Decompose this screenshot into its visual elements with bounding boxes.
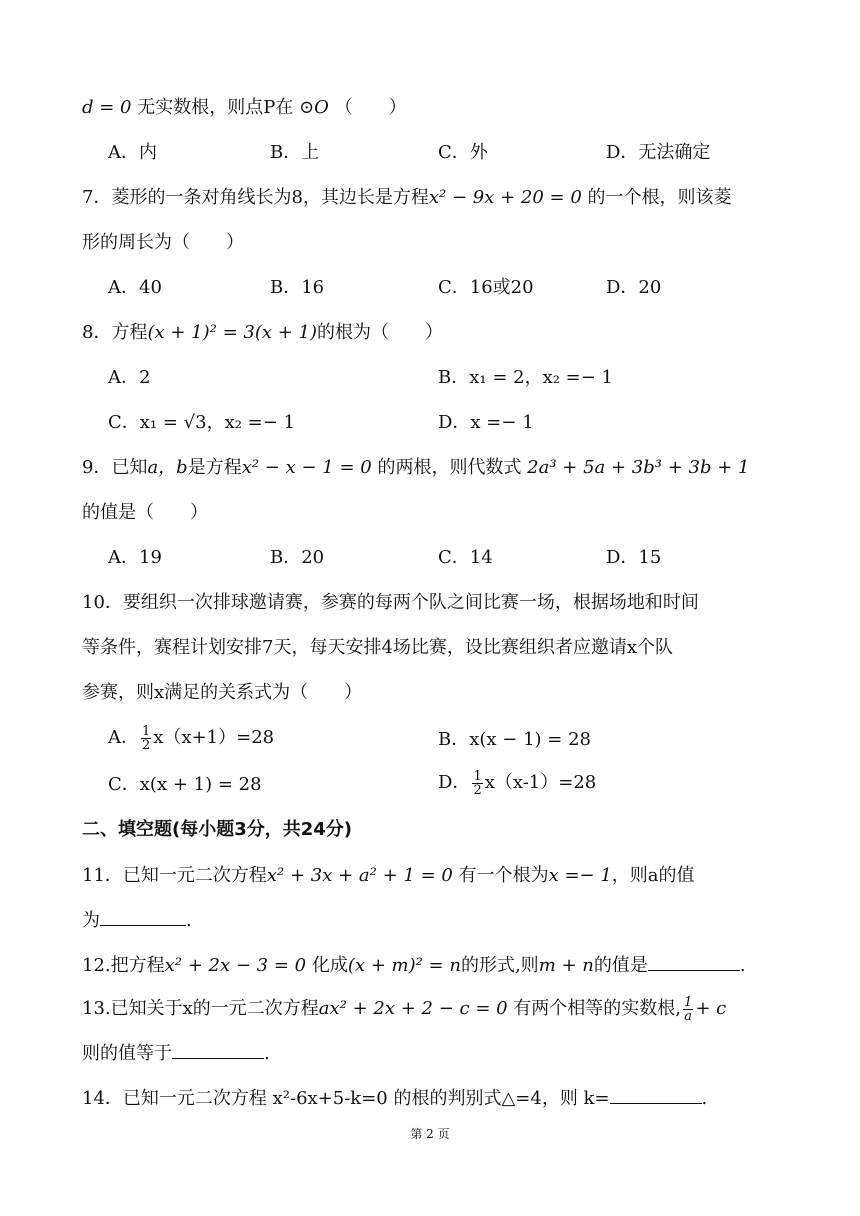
q10-line1: 10．要组织一次排球邀请赛，参赛的每两个队之间比赛一场，根据场地和时间: [82, 592, 699, 613]
q11-answer-blank[interactable]: [100, 907, 186, 926]
q11-line2-post: .: [186, 910, 192, 931]
q9-equation: x² − x − 1 = 0: [241, 457, 372, 478]
q13-line2-post: .: [264, 1043, 270, 1064]
q6-math: d = 0: [82, 97, 132, 118]
q11-root: x =− 1: [548, 865, 612, 886]
q13-line1: [82, 995, 726, 1023]
q10-option-d-denominator: 2: [473, 782, 482, 798]
q9-line1: [82, 454, 749, 482]
q10-option-d: [438, 769, 596, 797]
q14-line: [82, 1085, 707, 1113]
q6-text: 无实数根，则点P在: [131, 97, 300, 118]
q11-line2-pre: 为: [82, 910, 100, 931]
q10-option-c: C．x(x + 1) = 28: [108, 774, 262, 795]
q13-denominator: a: [684, 1008, 693, 1024]
q13-line2-pre: 则的值等于: [82, 1043, 172, 1064]
q10-option-a-label: A．: [108, 727, 139, 748]
q8-option-a: A．2: [108, 367, 151, 388]
q13-line2: [82, 1040, 270, 1068]
q9-vars: a，b: [147, 457, 188, 478]
q7-post: 的一个根，则该菱: [581, 187, 732, 208]
q8-equation: (x + 1)² = 3(x + 1): [147, 322, 317, 343]
q11-pre: 11．已知一元二次方程: [82, 865, 267, 886]
q10-line3: 参赛，则x满足的关系式为（ ）: [82, 682, 363, 703]
q9-option-b: B．20: [270, 547, 325, 568]
q8-post: 的根为（ ）: [317, 322, 443, 343]
q11-post: ，则a的值: [611, 865, 695, 886]
q9-option-c: C．14: [438, 547, 493, 568]
q9-line2: 的值是（ ）: [82, 502, 208, 523]
q11-line1: [82, 862, 695, 890]
q10-option-d-numerator: 1: [473, 768, 482, 784]
q10-option-b: B．x(x − 1) = 28: [438, 729, 591, 750]
section-heading: 二、填空题(每小题3分，共24分): [82, 819, 353, 840]
q10-line2: 等条件，赛程计划安排7天，每天安排4场比赛，设比赛组织者应邀请x个队: [82, 637, 674, 658]
q6-option-b: B．上: [270, 142, 320, 163]
q7-line2: 形的周长为（ ）: [82, 232, 244, 253]
q6-tail-line: [82, 94, 407, 122]
q9-option-a: A．19: [108, 547, 162, 568]
q13-equation: ax² + 2x + 2 − c = 0: [318, 998, 508, 1019]
q12-expression: m + n: [538, 955, 594, 976]
q13-numerator: 1: [684, 994, 693, 1010]
q7-line1: [82, 184, 732, 212]
q9-option-d: D．15: [606, 547, 662, 568]
q6-option-c: C．外: [438, 142, 488, 163]
q7-option-c: C．16或20: [438, 277, 534, 298]
q7-equation: x² − 9x + 20 = 0: [428, 187, 582, 208]
q10-option-a-rest: x（x+1）=28: [153, 727, 275, 748]
q8-line: [82, 319, 443, 347]
q9-post: 的两根，则代数式: [371, 457, 528, 478]
q12-post: 的值是: [593, 955, 648, 976]
q13-mid: 有两个相等的实数根,: [507, 998, 682, 1019]
q7-option-b: B．16: [270, 277, 325, 298]
q13-answer-blank[interactable]: [172, 1040, 264, 1059]
q7-option-d: D．20: [606, 277, 662, 298]
q12-pre: 12.把方程: [82, 955, 165, 976]
q12-mid2: 的形式,则: [460, 955, 539, 976]
q12-mid: 化成: [306, 955, 348, 976]
q7-option-a: A．40: [108, 277, 162, 298]
q11-line2: [82, 907, 192, 935]
q8-option-b: B．x₁ = 2，x₂ =− 1: [438, 367, 613, 388]
q10-option-d-rest: x（x-1）=28: [484, 772, 597, 793]
q9-mid: 是方程: [187, 457, 242, 478]
q14-pre: 14．已知一元二次方程 x²-6x+5-k=0 的根的判别式△=4，则 k=: [82, 1088, 610, 1109]
q8-option-d: D．x =− 1: [438, 412, 534, 433]
q12-equation: x² + 2x − 3 = 0: [164, 955, 307, 976]
q10-option-a: [108, 724, 274, 752]
q9-expression: 2a³ + 5a + 3b³ + 3b + 1: [527, 457, 750, 478]
q8-pre: 8．方程: [82, 322, 148, 343]
q12-form: (x + m)² = n: [347, 955, 461, 976]
q6-paren: （ ）: [328, 97, 407, 118]
q14-answer-blank[interactable]: [610, 1085, 702, 1104]
q6-option-d: D．无法确定: [606, 142, 711, 163]
q13-pre: 13.已知关于x的一元二次方程: [82, 998, 319, 1019]
q11-mid: 有一个根为: [452, 865, 549, 886]
q14-post: .: [701, 1088, 708, 1109]
q10-option-d-label: D．: [438, 772, 471, 793]
q10-option-a-numerator: 1: [142, 723, 151, 739]
q6-circle: ⊙O: [299, 97, 329, 118]
q11-equation: x² + 3x + a² + 1 = 0: [266, 865, 453, 886]
q13-fraction-rest: + c: [695, 998, 727, 1019]
q6-option-a: A．内: [108, 142, 157, 163]
q12-end: .: [739, 955, 746, 976]
q8-option-c: C．x₁ = √3，x₂ =− 1: [108, 412, 296, 433]
q12-answer-blank[interactable]: [648, 952, 740, 971]
q7-pre: 7．菱形的一条对角线长为8，其边长是方程: [82, 187, 429, 208]
q10-option-a-fraction: [141, 725, 151, 752]
page-number: 第 2 页: [410, 1127, 450, 1141]
q13-fraction: [683, 996, 693, 1023]
q12-line: [82, 952, 746, 980]
q10-option-d-fraction: [472, 770, 482, 797]
q10-option-a-denominator: 2: [142, 737, 151, 753]
q9-pre: 9．已知: [82, 457, 148, 478]
